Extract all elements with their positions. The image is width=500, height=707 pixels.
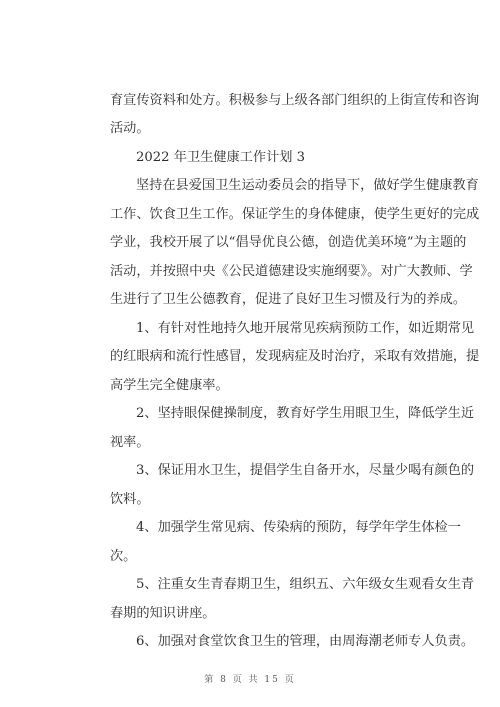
list-item: 3、保证用水卫生，提倡学生自备开水，尽量少喝有颜色的 bbox=[136, 463, 475, 478]
text-line: 视率。 bbox=[110, 435, 150, 450]
text-line: 的红眼病和流行性感冒，发现病症及时治疗，采取有效措施，提 bbox=[110, 349, 480, 364]
list-item: 2、坚持眼保健操制度，教育好学生用眼卫生，降低学生近 bbox=[136, 406, 475, 421]
text-line: 学业，我校开展了以“倡导优良公德，创造优美环境”为主题的 bbox=[110, 235, 467, 250]
text-line: 春期的知识讲座。 bbox=[110, 606, 216, 621]
list-item: 6、加强对食堂饮食卫生的管理，由周海潮老师专人负责。 bbox=[136, 634, 475, 649]
text-line: 活动。 bbox=[110, 121, 150, 136]
text-line: 育宣传资料和处方。积极参与上级各部门组织的上街宣传和咨询 bbox=[110, 93, 480, 108]
text-line: 坚持在县爱国卫生运动委员会的指导下，做好学生健康教育 bbox=[136, 178, 479, 193]
text-line: 饮料。 bbox=[110, 492, 150, 507]
text-line: 次。 bbox=[110, 549, 137, 564]
text-line: 活动，并按照中央《公民道德建设实施纲要》。对广大教师、学 bbox=[110, 264, 473, 279]
text-line: 生进行了卫生公德教育，促进了良好卫生习惯及行为的养成。 bbox=[110, 292, 467, 307]
list-item: 4、加强学生常见病、传染病的预防，每学年学生体检一 bbox=[136, 520, 461, 535]
list-item: 1、有针对性地持久地开展常见疾病预防工作，如近期常见 bbox=[136, 321, 475, 336]
text-line: 高学生完全健康率。 bbox=[110, 378, 229, 393]
section-heading: 2022 年卫生健康工作计划 3 bbox=[136, 150, 306, 165]
page-footer: 第 8 页 共 15 页 bbox=[204, 675, 296, 685]
text-line: 工作、饮食卫生工作。保证学生的身体健康，使学生更好的完成 bbox=[110, 207, 480, 222]
list-item: 5、注重女生青春期卫生，组织五、六年级女生观看女生青 bbox=[136, 577, 475, 592]
